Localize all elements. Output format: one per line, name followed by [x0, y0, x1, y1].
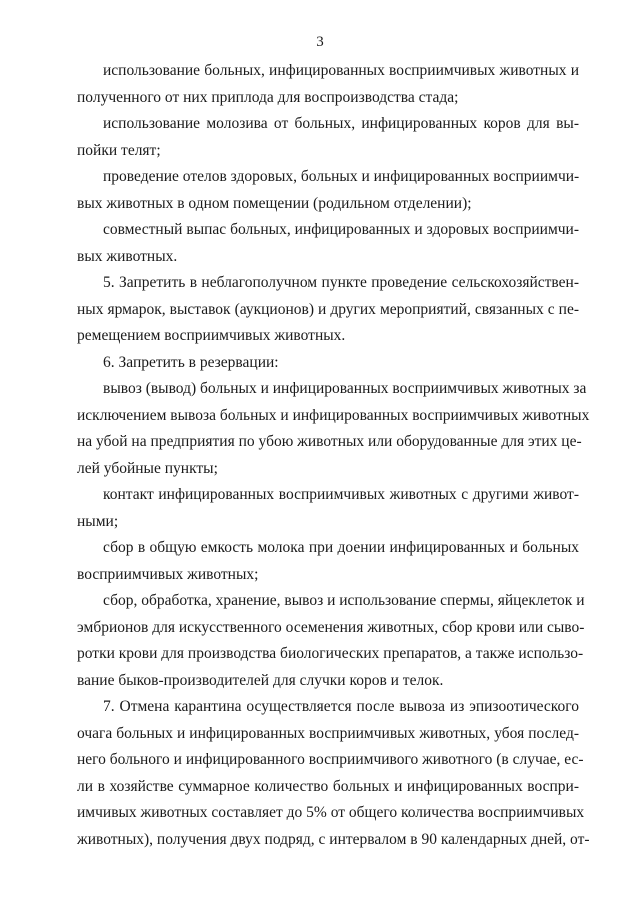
text-line: использование молозива от больных, инфицированных коров для вы-	[103, 115, 579, 132]
paragraph	[77, 588, 585, 694]
text-line: исключением вывоза больных и инфицированных восприимчивых животных	[77, 406, 590, 424]
text-line: восприимчивых животных;	[77, 565, 259, 583]
text-line: имчивых животных составляет до 5% от общего количества восприимчивых	[77, 804, 585, 821]
text-line: вание быков-производителей для случки коров и телок.	[77, 671, 444, 689]
text-line: эмбрионов для искусственного осеменения животных, сбор крови или сыво-	[77, 618, 585, 636]
page-number: 3	[316, 34, 324, 50]
text-line: ных ярмарок, выставок (аукционов) и других мероприятий, связанных с пе-	[77, 300, 579, 318]
text-line: совместный выпас больных, инфицированных и здоровых восприимчи-	[103, 221, 579, 238]
paragraph	[77, 350, 579, 377]
text-line: 6. Запретить в резервации:	[103, 353, 279, 371]
paragraph	[77, 376, 590, 482]
text-line: 5. Запретить в неблагополучном пункте проведение сельскохозяйствен-	[103, 274, 579, 291]
text-line: использование больных, инфицированных восприимчивых животных и	[103, 62, 579, 79]
body-text	[77, 58, 590, 853]
text-line: контакт инфицированных восприимчивых животных с другими живот-	[103, 486, 579, 503]
text-line: него больного и инфицированного восприимчивого животного (в случае, ес-	[77, 751, 584, 768]
text-line: полученного от них приплода для воспроизводства стада;	[77, 88, 459, 106]
text-line: пойки телят;	[77, 141, 161, 159]
text-line: проведение отелов здоровых, больных и инфицированных восприимчи-	[103, 168, 580, 185]
paragraph	[77, 58, 579, 111]
text-line: ли в хозяйстве суммарное количество больных и инфицированных воспри-	[77, 777, 579, 795]
text-line: животных), получения двух подряд, с интервалом в 90 календарных дней, от-	[77, 830, 590, 848]
paragraph	[77, 217, 579, 270]
paragraph	[77, 535, 579, 588]
text-line: сбор, обработка, хранение, вывоз и использование спермы, яйцеклеток и	[103, 592, 585, 609]
text-line: вых животных в одном помещении (родильном отделении);	[77, 194, 472, 212]
text-line: вых животных.	[77, 247, 178, 265]
text-line: сбор в общую емкость молока при доении инфицированных и больных	[103, 539, 579, 556]
text-line: ротки крови для производства биологических препаратов, а также использо-	[77, 645, 584, 662]
paragraph	[77, 270, 579, 350]
text-line: лей убойные пункты;	[77, 459, 218, 477]
text-line: вывоз (вывод) больных и инфицированных восприимчивых животных за	[103, 380, 587, 397]
paragraph	[77, 164, 579, 217]
paragraph	[77, 694, 590, 853]
paragraph	[77, 482, 579, 535]
text-line: очага больных и инфицированных восприимчивых животных, убоя послед-	[77, 724, 579, 742]
text-line: 7. Отмена карантина осуществляется после вывоза из эпизоотического	[103, 698, 579, 715]
text-line: ремещением восприимчивых животных.	[77, 327, 346, 344]
text-line: ными;	[77, 512, 119, 530]
paragraph	[77, 111, 579, 164]
text-line: на убой на предприятия по убою животных или оборудованные для этих це-	[77, 433, 582, 450]
